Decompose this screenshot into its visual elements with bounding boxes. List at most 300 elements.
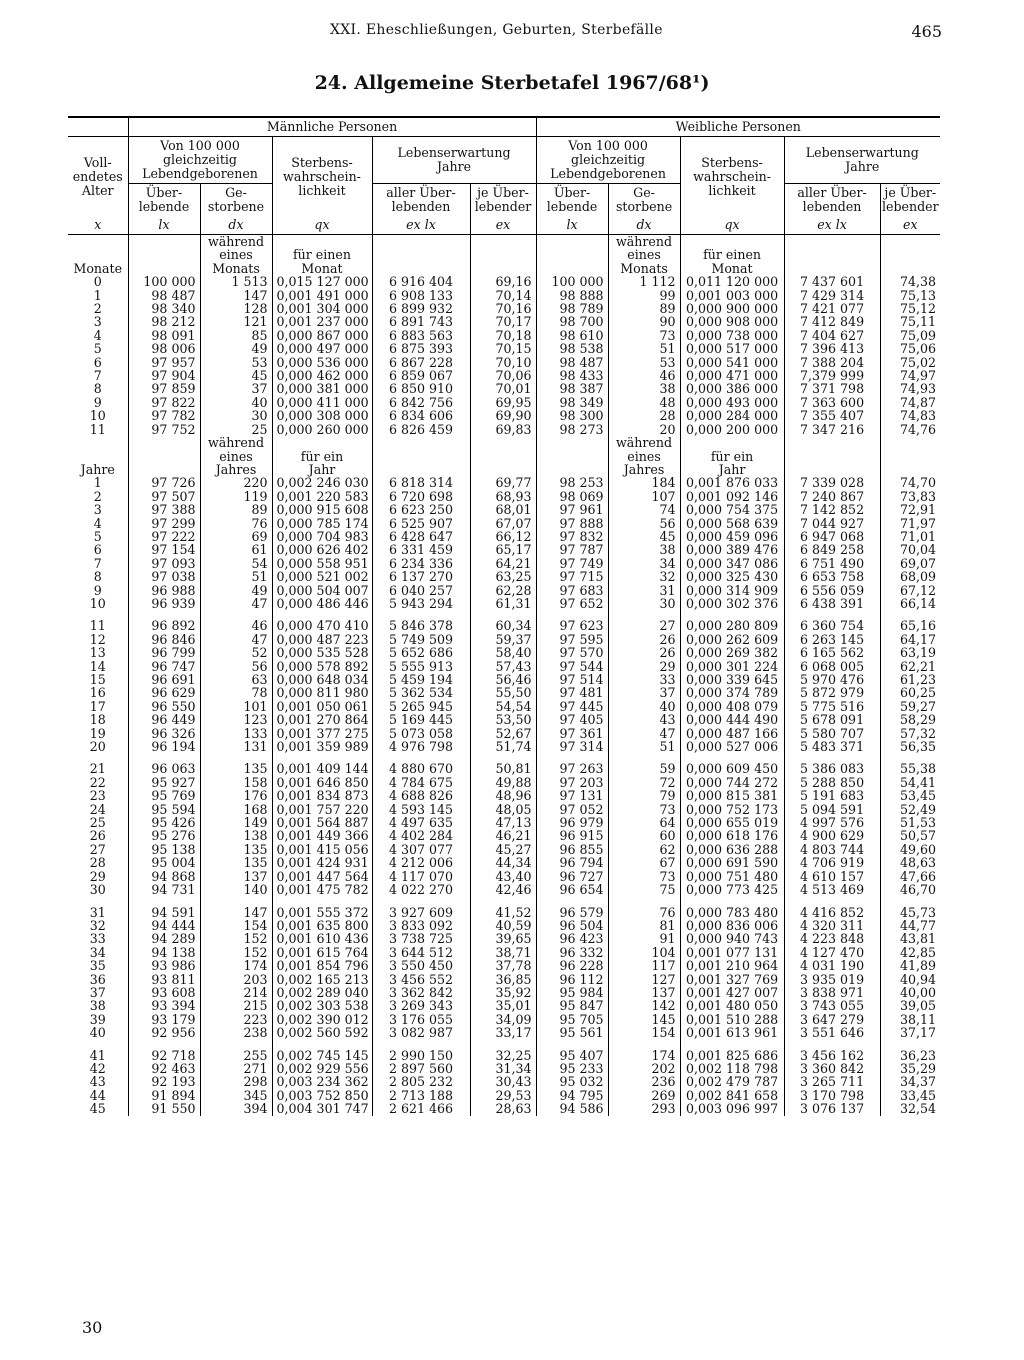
female-deaths-cell: 202 <box>608 1062 680 1075</box>
female-survivors-cell: 96 727 <box>536 870 608 883</box>
female-expect-block: Lebenserwartung Jahre <box>784 137 940 184</box>
female-survivors-cell: 98 610 <box>536 329 608 342</box>
female-expect-all-cell: 6 068 005 <box>784 660 880 673</box>
table-row <box>68 530 940 543</box>
male-survivors-cell: 100 000 <box>128 275 200 288</box>
table-row <box>68 762 940 775</box>
male-expect-all-cell: 4 117 070 <box>372 870 470 883</box>
male-survivors-cell: 93 179 <box>128 1013 200 1026</box>
male-expect-each-cell: 45,27 <box>470 843 536 856</box>
female-expect-all-cell: 5 386 083 <box>784 762 880 775</box>
male-deaths-cell: 49 <box>200 584 272 597</box>
male-expect-all-cell: 3 738 725 <box>372 932 470 945</box>
female-expect-all-cell: 6 947 068 <box>784 530 880 543</box>
male-expect-each-cell: 70,01 <box>470 382 536 395</box>
female-prob-cell: 0,000 744 272 <box>680 776 784 789</box>
male-deaths-cell: 138 <box>200 829 272 842</box>
empty-cell <box>536 436 608 476</box>
female-deaths-cell: 37 <box>608 686 680 699</box>
age-cell: 40 <box>89 1025 106 1041</box>
male-survivors-cell: 98 340 <box>128 302 200 315</box>
male-survivors-cell: 96 063 <box>128 762 200 775</box>
female-deaths-cell: 184 <box>608 476 680 489</box>
age-cell: 44 <box>89 1087 106 1103</box>
male-deaths-cell: 271 <box>200 1062 272 1075</box>
table-row <box>68 476 940 489</box>
female-survivors-cell: 95 705 <box>536 1013 608 1026</box>
male-expect-all-cell: 6 428 647 <box>372 530 470 543</box>
symbol-male-exlx: ex lx <box>372 216 470 235</box>
male-expect-all-cell: 5 652 686 <box>372 646 470 659</box>
age-cell: 2 <box>93 301 102 317</box>
female-expect-all-cell: 4 997 576 <box>784 816 880 829</box>
male-deaths-cell: 152 <box>200 946 272 959</box>
female-survivors-label: Über- lebende <box>536 184 608 217</box>
table-row <box>68 789 940 802</box>
age-cell: 6 <box>93 354 102 370</box>
female-deaths-cell: 1 112 <box>608 275 680 288</box>
male-expect-all-label: aller Über- lebenden <box>372 184 470 217</box>
female-expect-all-cell: 3 170 798 <box>784 1089 880 1102</box>
male-expect-each-cell: 68,01 <box>470 503 536 516</box>
male-expect-all-cell: 2 713 188 <box>372 1089 470 1102</box>
female-prob-cell: 0,000 773 425 <box>680 883 784 896</box>
male-expect-each-cell: 37,78 <box>470 959 536 972</box>
male-expect-all-cell: 2 805 232 <box>372 1075 470 1088</box>
age-cell: 45 <box>89 1101 106 1117</box>
age-cell: 14 <box>89 658 106 674</box>
female-expect-all-cell: 7 388 204 <box>784 356 880 369</box>
header-row-groups <box>68 117 940 137</box>
female-survivors-cell: 95 561 <box>536 1026 608 1039</box>
symbol-male-lx: lx <box>128 216 200 235</box>
age-cell: 31 <box>89 904 106 920</box>
empty-cell <box>880 235 940 276</box>
female-expect-each-cell: 71,01 <box>880 530 940 543</box>
table-row <box>68 1075 940 1088</box>
table-row <box>68 1013 940 1026</box>
male-prob-cell: 0,000 521 002 <box>272 570 372 583</box>
male-expect-each-cell: 48,05 <box>470 803 536 816</box>
age-cell: 29 <box>89 868 106 884</box>
age-cell: 27 <box>89 841 106 857</box>
female-deaths-cell: 73 <box>608 329 680 342</box>
table-row <box>68 409 940 422</box>
male-expect-each-cell: 70,16 <box>470 302 536 315</box>
male-expect-each-cell: 69,83 <box>470 423 536 436</box>
male-expect-each-cell: 61,31 <box>470 597 536 610</box>
table-row <box>68 570 940 583</box>
male-deaths-cell: 56 <box>200 660 272 673</box>
male-expect-all-cell: 5 265 945 <box>372 700 470 713</box>
age-cell: 10 <box>89 595 106 611</box>
male-prob-cell: 0,001 610 436 <box>272 932 372 945</box>
symbol-female-exlx: ex lx <box>784 216 880 235</box>
female-deaths-cell: 38 <box>608 382 680 395</box>
female-expect-all-cell: 4 803 744 <box>784 843 880 856</box>
male-survivors-cell: 92 956 <box>128 1026 200 1039</box>
male-expect-each-cell: 31,34 <box>470 1062 536 1075</box>
female-survivors-block: Von 100 000 gleichzeitig Lebendgeborenen <box>536 137 680 184</box>
symbol-male-dx: dx <box>200 216 272 235</box>
male-survivors-cell: 93 811 <box>128 973 200 986</box>
male-survivors-cell: 96 194 <box>128 740 200 753</box>
age-cell: 6 <box>93 542 102 558</box>
male-expect-all-cell: 6 850 910 <box>372 382 470 395</box>
female-survivors-cell: 98 387 <box>536 382 608 395</box>
female-expect-each-cell: 74,76 <box>880 423 940 436</box>
male-expect-each-cell: 49,88 <box>470 776 536 789</box>
male-deaths-cell: 135 <box>200 843 272 856</box>
male-survivors-cell: 93 986 <box>128 959 200 972</box>
male-survivors-cell: 98 212 <box>128 315 200 328</box>
female-expect-each-cell: 73,83 <box>880 490 940 503</box>
female-deaths-cell: 62 <box>608 843 680 856</box>
female-deaths-cell: 60 <box>608 829 680 842</box>
male-survivors-block: Von 100 000 gleichzeitig Lebendgeborenen <box>128 137 272 184</box>
male-prob-cell: 0,000 411 000 <box>272 396 372 409</box>
male-expect-each-cell: 41,52 <box>470 906 536 919</box>
female-survivors-cell: 95 407 <box>536 1049 608 1062</box>
table-row <box>68 396 940 409</box>
male-expect-all-cell: 6 908 133 <box>372 289 470 302</box>
female-prob-cell: 0,000 493 000 <box>680 396 784 409</box>
table-row <box>68 843 940 856</box>
male-prob-cell: 0,000 486 446 <box>272 597 372 610</box>
male-deaths-cell: 255 <box>200 1049 272 1062</box>
age-cell: 35 <box>89 958 106 974</box>
male-prob-cell: 0,002 560 592 <box>272 1026 372 1039</box>
male-deaths-cell: 78 <box>200 686 272 699</box>
female-expect-each-cell: 74,93 <box>880 382 940 395</box>
female-expect-each-cell: 75,06 <box>880 342 940 355</box>
male-expect-all-cell: 5 169 445 <box>372 713 470 726</box>
male-expect-all-cell: 6 234 336 <box>372 557 470 570</box>
table-row <box>68 673 940 686</box>
female-deaths-cell: 75 <box>608 883 680 896</box>
male-expect-all-cell: 2 990 150 <box>372 1049 470 1062</box>
female-prob-cell: 0,000 314 909 <box>680 584 784 597</box>
male-deaths-cell: 215 <box>200 999 272 1012</box>
female-expect-each-cell: 75,02 <box>880 356 940 369</box>
table-row <box>68 919 940 932</box>
female-expect-each-cell: 43,81 <box>880 932 940 945</box>
female-expect-each-cell: 67,12 <box>880 584 940 597</box>
female-prob-cell: 0,000 325 430 <box>680 570 784 583</box>
male-survivors-cell: 97 154 <box>128 543 200 556</box>
female-survivors-cell: 96 579 <box>536 906 608 919</box>
female-survivors-cell: 98 253 <box>536 476 608 489</box>
months-male-prob-note: für einen Monat <box>272 235 372 276</box>
age-cell: 4 <box>93 327 102 343</box>
male-expect-all-cell: 5 073 058 <box>372 727 470 740</box>
age-cell: 11 <box>89 618 106 634</box>
months-section-row <box>68 235 940 276</box>
female-prob-cell: 0,000 655 019 <box>680 816 784 829</box>
header-row-symbols <box>68 216 940 235</box>
female-prob-cell: 0,000 374 789 <box>680 686 784 699</box>
male-survivors-cell: 93 394 <box>128 999 200 1012</box>
months-female-prob-note: für einen Monat <box>680 235 784 276</box>
male-expect-all-cell: 3 456 552 <box>372 973 470 986</box>
female-prob-cell: 0,001 092 146 <box>680 490 784 503</box>
male-expect-each-cell: 29,53 <box>470 1089 536 1102</box>
male-deaths-label: Ge- storbene <box>200 184 272 217</box>
male-deaths-cell: 51 <box>200 570 272 583</box>
female-prob-cell: 0,000 471 000 <box>680 369 784 382</box>
male-prob-cell: 0,003 234 362 <box>272 1075 372 1088</box>
male-deaths-cell: 220 <box>200 476 272 489</box>
male-expect-each-cell: 57,43 <box>470 660 536 673</box>
male-deaths-cell: 135 <box>200 762 272 775</box>
female-deaths-cell: 29 <box>608 660 680 673</box>
male-expect-each-cell: 48,96 <box>470 789 536 802</box>
years-section-label: Jahre <box>80 461 115 477</box>
female-survivors-cell: 98 538 <box>536 342 608 355</box>
female-expect-each-cell: 53,45 <box>880 789 940 802</box>
female-survivors-cell: 97 445 <box>536 700 608 713</box>
male-deaths-cell: 123 <box>200 713 272 726</box>
male-expect-each-cell: 43,40 <box>470 870 536 883</box>
symbol-female-ex: ex <box>880 216 940 235</box>
male-survivors-label: Über- lebende <box>128 184 200 217</box>
male-deaths-cell: 30 <box>200 409 272 422</box>
empty-cell <box>536 235 608 276</box>
male-prob-cell: 0,000 470 410 <box>272 619 372 632</box>
age-cell: 17 <box>89 698 106 714</box>
male-deaths-cell: 25 <box>200 423 272 436</box>
female-expect-all-label: aller Über- lebenden <box>784 184 880 217</box>
male-prob-cell: 0,001 646 850 <box>272 776 372 789</box>
male-survivors-cell: 94 444 <box>128 919 200 932</box>
female-expect-each-cell: 42,85 <box>880 946 940 959</box>
male-expect-each-cell: 56,46 <box>470 673 536 686</box>
female-prob-cell: 0,000 408 079 <box>680 700 784 713</box>
group-male: Männliche Personen <box>128 117 536 137</box>
male-expect-each-cell: 44,34 <box>470 856 536 869</box>
female-expect-each-cell: 60,25 <box>880 686 940 699</box>
age-cell: 20 <box>89 739 106 755</box>
male-deaths-cell: 54 <box>200 557 272 570</box>
age-cell: 33 <box>89 931 106 947</box>
age-cell: 16 <box>89 685 106 701</box>
male-deaths-cell: 63 <box>200 673 272 686</box>
male-deaths-cell: 149 <box>200 816 272 829</box>
female-survivors-cell: 96 228 <box>536 959 608 972</box>
male-expect-all-cell: 6 883 563 <box>372 329 470 342</box>
male-prob-cell: 0,001 555 372 <box>272 906 372 919</box>
female-deaths-cell: 32 <box>608 570 680 583</box>
male-prob-cell: 0,000 648 034 <box>272 673 372 686</box>
male-prob-cell: 0,000 462 000 <box>272 369 372 382</box>
table-row <box>68 382 940 395</box>
male-deaths-cell: 140 <box>200 883 272 896</box>
male-prob-cell: 0,000 578 892 <box>272 660 372 673</box>
male-expect-each-cell: 52,67 <box>470 727 536 740</box>
female-prob-cell: 0,000 636 288 <box>680 843 784 856</box>
age-cell: 36 <box>89 971 106 987</box>
male-expect-all-cell: 6 623 250 <box>372 503 470 516</box>
female-deaths-cell: 142 <box>608 999 680 1012</box>
male-expect-all-cell: 3 176 055 <box>372 1013 470 1026</box>
female-prob-cell: 0,000 541 000 <box>680 356 784 369</box>
months-male-deaths-note: während eines Monats <box>200 235 272 276</box>
male-prob-cell: 0,002 390 012 <box>272 1013 372 1026</box>
female-prob-cell: 0,001 003 000 <box>680 289 784 302</box>
male-survivors-cell: 96 939 <box>128 597 200 610</box>
male-prob-cell: 0,002 246 030 <box>272 476 372 489</box>
male-expect-each-cell: 51,74 <box>470 740 536 753</box>
months-female-deaths-note: während eines Monats <box>608 235 680 276</box>
female-deaths-cell: 269 <box>608 1089 680 1102</box>
female-expect-all-cell: 4 320 311 <box>784 919 880 932</box>
male-expect-each-label: je Über- lebender <box>470 184 536 217</box>
female-expect-all-cell: 7 347 216 <box>784 423 880 436</box>
female-prob-cell: 0,000 347 086 <box>680 557 784 570</box>
male-deaths-cell: 152 <box>200 932 272 945</box>
male-expect-all-cell: 5 846 378 <box>372 619 470 632</box>
age-cell: 8 <box>93 381 102 397</box>
female-prob-cell: 0,001 876 033 <box>680 476 784 489</box>
female-expect-each-cell: 71,97 <box>880 517 940 530</box>
male-expect-each-cell: 30,43 <box>470 1075 536 1088</box>
male-prob-cell: 0,001 377 275 <box>272 727 372 740</box>
female-expect-all-cell: 7 240 867 <box>784 490 880 503</box>
female-deaths-cell: 43 <box>608 713 680 726</box>
male-survivors-cell: 96 892 <box>128 619 200 632</box>
male-survivors-cell: 92 718 <box>128 1049 200 1062</box>
male-expect-each-cell: 59,37 <box>470 633 536 646</box>
age-cell: 41 <box>89 1047 106 1063</box>
age-cell: 18 <box>89 712 106 728</box>
female-survivors-cell: 97 961 <box>536 503 608 516</box>
male-prob-cell: 0,015 127 000 <box>272 275 372 288</box>
symbol-male-ex: ex <box>470 216 536 235</box>
male-prob-cell: 0,001 449 366 <box>272 829 372 842</box>
age-label: Voll- endetes Alter <box>72 154 123 198</box>
years-male-prob-note: für ein Jahr <box>272 436 372 476</box>
female-survivors-cell: 96 654 <box>536 883 608 896</box>
female-prob-cell: 0,000 280 809 <box>680 619 784 632</box>
female-expect-each-cell: 74,87 <box>880 396 940 409</box>
female-expect-each-cell: 46,70 <box>880 883 940 896</box>
table-row <box>68 619 940 632</box>
male-prob-cell: 0,000 260 000 <box>272 423 372 436</box>
female-survivors-cell: 97 314 <box>536 740 608 753</box>
age-cell: 38 <box>89 998 106 1014</box>
table-title: 24. Allgemeine Sterbetafel 1967/68¹) <box>314 72 710 94</box>
male-survivors-cell: 97 222 <box>128 530 200 543</box>
female-expect-all-cell: 5 191 683 <box>784 789 880 802</box>
male-prob-cell: 0,000 487 223 <box>272 633 372 646</box>
male-expect-all-cell: 6 525 907 <box>372 517 470 530</box>
age-cell: 7 <box>93 555 102 571</box>
female-expect-all-cell: 4 610 157 <box>784 870 880 883</box>
male-prob-label: Sterbens- wahrschein- lichkeit <box>272 137 372 217</box>
female-deaths-cell: 46 <box>608 369 680 382</box>
female-expect-each-cell: 55,38 <box>880 762 940 775</box>
female-prob-cell: 0,001 327 769 <box>680 973 784 986</box>
female-deaths-cell: 127 <box>608 973 680 986</box>
female-deaths-cell: 79 <box>608 789 680 802</box>
table-row <box>68 999 940 1012</box>
table-row <box>68 423 940 436</box>
male-expect-all-cell: 6 818 314 <box>372 476 470 489</box>
table-row <box>68 490 940 503</box>
female-expect-all-cell: 7 421 077 <box>784 302 880 315</box>
empty-cell <box>470 436 536 476</box>
female-prob-cell: 0,001 427 007 <box>680 986 784 999</box>
male-deaths-cell: 47 <box>200 633 272 646</box>
group-female: Weibliche Personen <box>536 117 940 137</box>
table-row <box>68 870 940 883</box>
age-cell: 5 <box>93 528 102 544</box>
female-survivors-cell: 97 832 <box>536 530 608 543</box>
female-prob-cell: 0,000 618 176 <box>680 829 784 842</box>
female-expect-each-label: je Über- lebender <box>881 185 939 214</box>
male-expect-each-cell: 42,46 <box>470 883 536 896</box>
female-deaths-cell: 67 <box>608 856 680 869</box>
age-cell: 30 <box>89 882 106 898</box>
female-expect-each-cell: 75,09 <box>880 329 940 342</box>
male-deaths-cell: 158 <box>200 776 272 789</box>
female-expect-all-cell: 5 678 091 <box>784 713 880 726</box>
female-prob-label: Sterbens- wahrschein- lichkeit <box>680 137 784 217</box>
female-survivors-cell: 97 595 <box>536 633 608 646</box>
male-survivors-cell: 92 463 <box>128 1062 200 1075</box>
male-survivors-cell: 94 731 <box>128 883 200 896</box>
female-survivors-cell: 97 361 <box>536 727 608 740</box>
table-row <box>68 906 940 919</box>
female-survivors-cell: 96 979 <box>536 816 608 829</box>
female-expect-each-cell: 35,29 <box>880 1062 940 1075</box>
male-deaths-cell: 131 <box>200 740 272 753</box>
table-row <box>68 315 940 328</box>
male-expect-each-cell: 68,93 <box>470 490 536 503</box>
male-survivors-cell: 97 904 <box>128 369 200 382</box>
female-deaths-label: Ge- storbene <box>608 184 680 217</box>
male-survivors-cell: 95 594 <box>128 803 200 816</box>
female-prob-cell: 0,000 301 224 <box>680 660 784 673</box>
table-row <box>68 932 940 945</box>
female-deaths-cell: 107 <box>608 490 680 503</box>
female-survivors-cell: 95 233 <box>536 1062 608 1075</box>
female-expect-all-cell: 3 360 842 <box>784 1062 880 1075</box>
age-cell: 1 <box>93 287 102 303</box>
empty-cell <box>470 235 536 276</box>
female-expect-all-cell: 7 396 413 <box>784 342 880 355</box>
table-row <box>68 727 940 740</box>
female-deaths-cell: 38 <box>608 543 680 556</box>
female-survivors-cell: 94 586 <box>536 1102 608 1115</box>
female-expect-all-cell: 7 371 798 <box>784 382 880 395</box>
female-survivors-cell: 96 794 <box>536 856 608 869</box>
male-survivors-cell: 94 591 <box>128 906 200 919</box>
female-deaths-cell: 26 <box>608 633 680 646</box>
male-expect-all-cell: 6 040 257 <box>372 584 470 597</box>
female-deaths-cell: 73 <box>608 803 680 816</box>
male-survivors-cell: 92 193 <box>128 1075 200 1088</box>
male-survivors-cell: 97 299 <box>128 517 200 530</box>
male-expect-each-cell: 64,21 <box>470 557 536 570</box>
age-cell: 3 <box>93 314 102 330</box>
table-row <box>68 356 940 369</box>
female-survivors-cell: 98 069 <box>536 490 608 503</box>
male-prob-cell: 0,002 165 213 <box>272 973 372 986</box>
female-prob-cell: 0,000 609 450 <box>680 762 784 775</box>
age-cell: 19 <box>89 725 106 741</box>
female-expect-each-cell: 40,00 <box>880 986 940 999</box>
